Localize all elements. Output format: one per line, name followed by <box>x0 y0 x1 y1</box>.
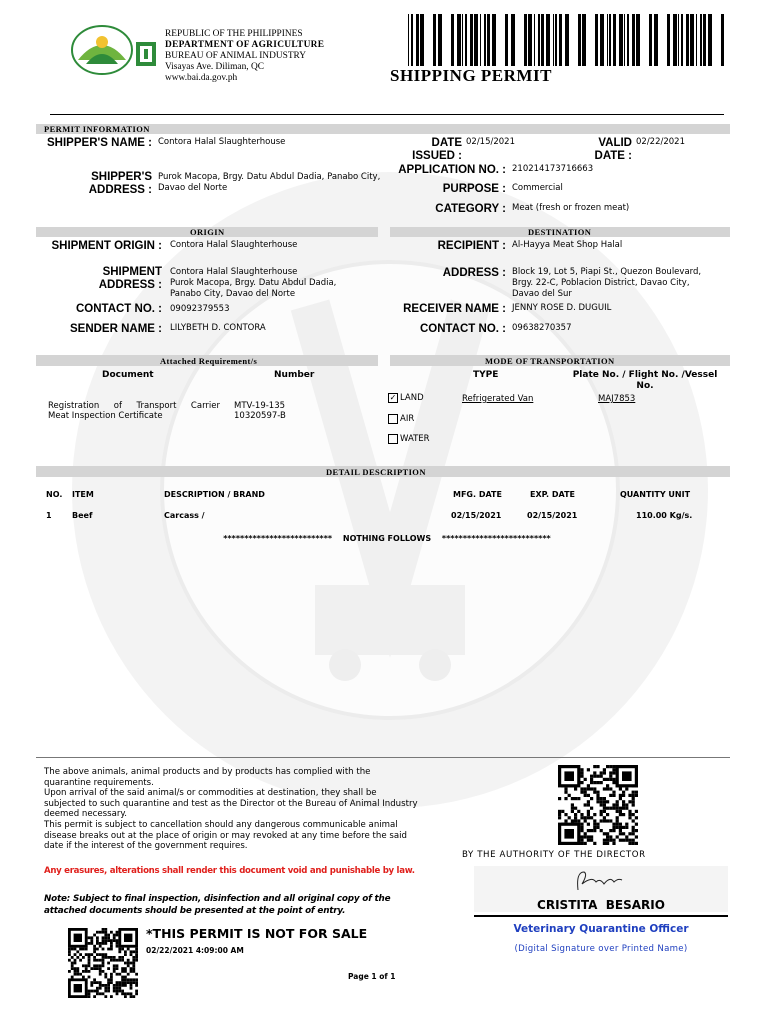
requirement-row-1-number: MTV-19-135 <box>234 401 286 411</box>
date-issued-label <box>398 137 462 163</box>
requirements-title: Attached Requirement/s <box>160 356 258 366</box>
shipment-address-label-line2: ADDRESS : <box>98 279 162 291</box>
qr-code-large <box>558 765 638 845</box>
transport-col-type: TYPE <box>473 370 499 380</box>
water-label: WATER <box>400 434 430 444</box>
requirement-row-2-number: 10320597-B <box>234 411 286 421</box>
compliance-line-2: quarantine requirements. <box>44 777 154 788</box>
destination-address-label: ADDRESS : <box>442 267 506 279</box>
compliance-line-5: deemed necessary. <box>44 809 127 820</box>
compliance-line-7: disease breaks out at the place of origin or may revoked at any time before the said <box>44 830 407 841</box>
detail-row-description: Carcass / <box>164 511 205 520</box>
requirements-col-number: Number <box>274 370 315 380</box>
shipment-address-label <box>30 266 162 292</box>
transport-col-plate-line1: Plate No. / Flight No. /Vessel <box>572 370 718 380</box>
compliance-line-3: Upon arrival of the said animal/s or commodities at destination, they shall be <box>44 788 377 799</box>
detail-col-item: ITEM <box>72 490 94 499</box>
category-label: CATEGORY : <box>435 203 506 215</box>
transport-title: MODE OF TRANSPORTATION <box>485 356 615 366</box>
purpose-value: Commercial <box>512 183 563 193</box>
signature-note: (Digital Signature over Printed Name) <box>514 944 688 954</box>
compliance-line-8: date if the interest of the government requires. <box>44 841 248 852</box>
application-no-value: 210214173716663 <box>512 164 594 174</box>
detail-col-qty: QUANTITY UNIT <box>620 490 691 499</box>
bureau-text: BUREAU OF ANIMAL INDUSTRY <box>165 51 307 61</box>
shipment-address-line2: Purok Macopa, Brgy. Datu Abdul Dadia, <box>170 278 337 288</box>
detail-col-no: NO. <box>46 490 63 499</box>
origin-contact-label: CONTACT NO. : <box>75 303 162 315</box>
requirements-col-document: Document <box>102 370 154 380</box>
footer-divider <box>36 757 730 758</box>
document-title: SHIPPING PERMIT <box>390 66 552 85</box>
warning-text: Any erasures, alterations shall render this document void and punishable by law. <box>44 866 415 876</box>
detail-col-description: DESCRIPTION / BRAND <box>164 490 265 499</box>
shipper-address-label-line2: ADDRESS : <box>88 184 152 196</box>
shipper-address-label <box>30 171 152 197</box>
print-timestamp: 02/22/2021 4:09:00 AM <box>146 946 244 955</box>
date-issued-label-line2: ISSUED : <box>412 150 462 162</box>
permit-info-title: PERMIT INFORMATION <box>44 124 150 134</box>
requirement-row-2-document: Meat Inspection Certificate <box>48 411 163 421</box>
shipper-name-value: Contora Halal Slaughterhouse <box>158 137 286 147</box>
signature-line <box>474 915 728 917</box>
page-number: Page 1 of 1 <box>348 972 396 981</box>
sender-name-label: SENDER NAME : <box>69 323 162 335</box>
category-value: Meat (fresh or frozen meat) <box>512 203 630 213</box>
note-line-1: Note: Subject to final inspection, disinfection and all original copy of the <box>44 894 391 904</box>
detail-row-mfg: 02/15/2021 <box>451 511 502 520</box>
shipper-address-value: Purok Macopa, Brgy. Datu Abdul Dadia, Panabo City, Davao del Norte <box>158 172 381 193</box>
transport-type-value: Refrigerated Van <box>462 394 534 404</box>
origin-title: ORIGIN <box>190 227 225 237</box>
qr-code-small <box>68 928 138 998</box>
air-checkbox[interactable] <box>388 414 398 424</box>
destination-address-line2: Brgy. 22-C, Poblacion District, Davao City, <box>512 278 690 288</box>
sender-name-value: LILYBETH D. CONTORA <box>170 323 266 333</box>
agency-website: www.bai.da.gov.ph <box>165 73 238 83</box>
da-logo-icon <box>66 20 162 78</box>
agency-address: Visayas Ave. Diliman, QC <box>165 62 264 72</box>
application-no-label: APPLICATION NO. : <box>398 164 506 176</box>
detail-col-exp: EXP. DATE <box>530 490 575 499</box>
destination-address-value <box>512 267 701 300</box>
water-checkbox[interactable] <box>388 434 398 444</box>
shipment-address-value <box>170 267 336 300</box>
barcode <box>408 14 728 66</box>
recipient-value: Al-Hayya Meat Shop Halal <box>512 240 623 250</box>
compliance-line-6: This permit is subject to cancellation should any dangerous communicable animal <box>44 819 398 830</box>
signatory-title: Veterinary Quarantine Officer <box>513 923 689 935</box>
land-label: LAND <box>400 393 424 403</box>
shipment-address-line1: Contora Halal Slaughterhouse <box>170 267 298 277</box>
air-label: AIR <box>400 414 415 424</box>
valid-date-value: 02/22/2021 <box>636 137 685 147</box>
compliance-paragraph <box>44 767 444 852</box>
header-divider <box>50 114 724 115</box>
stars-left: ************************** <box>223 534 333 543</box>
valid-date-label-line1: VALID <box>598 137 632 149</box>
land-checkbox[interactable]: ✓ <box>389 393 397 402</box>
not-for-sale-text: *THIS PERMIT IS NOT FOR SALE <box>146 926 368 941</box>
date-issued-value: 02/15/2021 <box>466 137 515 147</box>
shipper-name-label: SHIPPER'S NAME : <box>47 137 152 149</box>
destination-address-line1: Block 19, Lot 5, Piapi St., Quezon Boulevard, <box>512 267 702 277</box>
valid-date-label-line2: DATE : <box>594 150 632 162</box>
transport-col-plate-line2: No. <box>636 381 654 391</box>
shipment-address-line3: Panabo City, Davao del Norte <box>170 289 296 299</box>
purpose-label: PURPOSE : <box>442 183 506 195</box>
destination-title: DESTINATION <box>528 227 592 237</box>
republic-text: REPUBLIC OF THE PHILIPPINES <box>165 29 303 39</box>
valid-date-label <box>580 137 632 163</box>
note-block <box>44 893 390 917</box>
detail-row-item: Beef <box>72 511 93 520</box>
destination-address-line3: Davao del Sur <box>512 289 572 299</box>
detail-col-mfg: MFG. DATE <box>453 490 502 499</box>
department-text: DEPARTMENT OF AGRICULTURE <box>165 40 325 50</box>
authority-text: BY THE AUTHORITY OF THE DIRECTOR <box>462 850 646 860</box>
destination-contact-label: CONTACT NO. : <box>419 323 506 335</box>
compliance-line-4: subjected to such quarantine and test as the Director ot the Bureau of Animal Industry <box>44 798 418 809</box>
detail-row-qty: 110.00 Kg/s. <box>636 511 693 520</box>
shipment-address-label-line1: SHIPMENT <box>102 266 162 278</box>
transport-col-plate <box>570 370 720 392</box>
agency-block <box>165 29 324 84</box>
signature-icon <box>570 866 626 896</box>
detail-row-no: 1 <box>46 511 52 520</box>
date-issued-label-line1: DATE <box>431 137 462 149</box>
receiver-name-value: JENNY ROSE D. DUGUIL <box>512 303 612 313</box>
nothing-follows-text: NOTHING FOLLOWS <box>342 534 432 543</box>
requirement-row-1-document: Registration of Transport Carrier <box>48 401 220 411</box>
nothing-follows-line <box>202 534 572 543</box>
detail-row-exp: 02/15/2021 <box>527 511 578 520</box>
recipient-label: RECIPIENT : <box>437 240 506 252</box>
signatory-name: CRISTITA BESARIO <box>537 898 665 912</box>
stars-right: ************************** <box>441 534 551 543</box>
detail-title: DETAIL DESCRIPTION <box>326 467 426 477</box>
plate-no-value: MAJ7853 <box>598 394 636 404</box>
destination-contact-value: 09638270357 <box>512 323 572 333</box>
receiver-name-label: RECEIVER NAME : <box>403 303 506 315</box>
shipper-address-label-line1: SHIPPER'S <box>91 171 152 183</box>
shipment-origin-label: SHIPMENT ORIGIN : <box>51 240 162 252</box>
origin-contact-value: 09092379553 <box>170 304 230 314</box>
compliance-line-1: The above animals, animal products and by products has complied with the <box>44 767 371 777</box>
note-line-2: attached documents should be presented at the point of entry. <box>44 906 346 916</box>
shipment-origin-value: Contora Halal Slaughterhouse <box>170 240 298 250</box>
